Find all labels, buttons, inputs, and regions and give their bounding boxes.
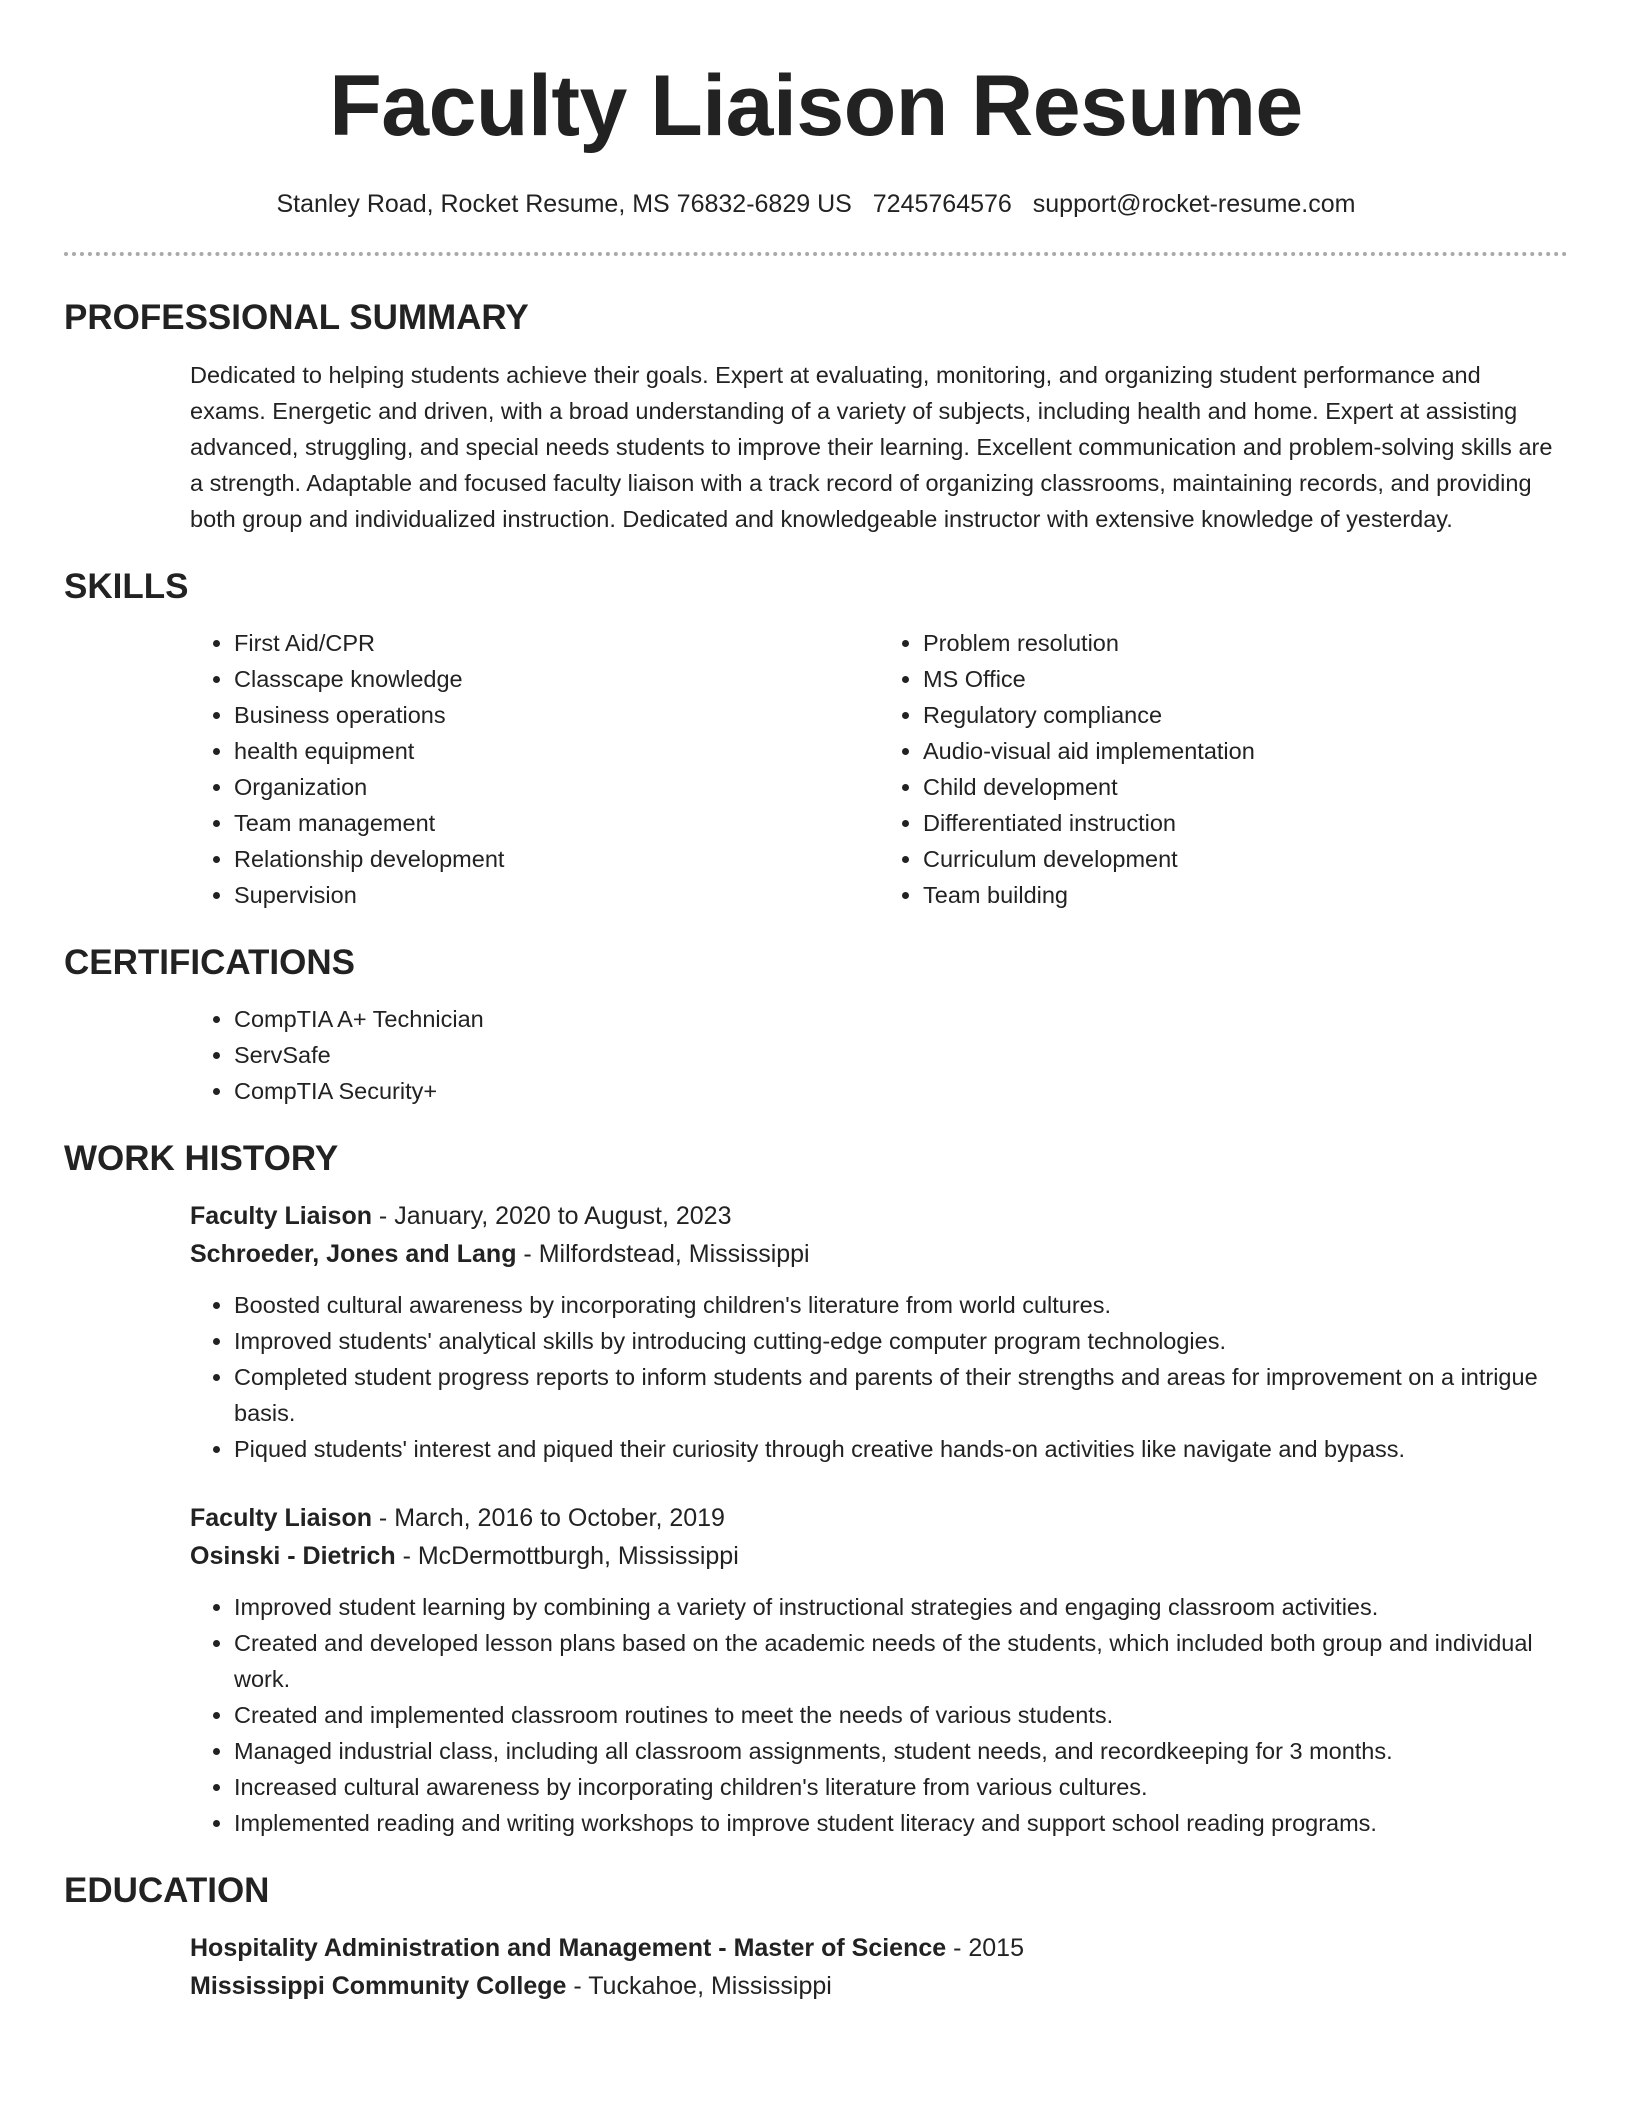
contact-phone: 7245764576 [872, 190, 1012, 218]
job-title: Faculty Liaison [190, 1202, 372, 1230]
skill-item: • Organization [234, 769, 879, 805]
job-bullet: • Improved students' analytical skills by introducing cutting-edge computer program technologies. [234, 1323, 1568, 1359]
job-bullet: • Increased cultural awareness by incorporating children's literature from various cultures. [234, 1769, 1568, 1805]
job-company-line [190, 1537, 1568, 1575]
job-bullet: • Completed student progress reports to inform students and parents of their strengths and areas for improvement on a intrigue basis. [234, 1359, 1568, 1431]
certifications-list [190, 1001, 1568, 1109]
skill-item: • Team management [234, 805, 879, 841]
skill-item: • Relationship development [234, 841, 879, 877]
skill-item: • Audio-visual aid implementation [923, 733, 1568, 769]
education-year: - 2015 [946, 1934, 1024, 1962]
job-title-line [190, 1499, 1568, 1537]
job-bullet: • Improved student learning by combining a variety of instructional strategies and engaging classroom activities. [234, 1589, 1568, 1625]
skills-heading: SKILLS [64, 567, 189, 606]
job-company: Schroeder, Jones and Lang [190, 1240, 517, 1268]
education-degree: Hospitality Administration and Management - Master of Science [190, 1934, 947, 1962]
certification-item: • ServSafe [234, 1037, 1568, 1073]
summary-heading: PROFESSIONAL SUMMARY [64, 298, 529, 337]
skills-column-left [190, 625, 879, 913]
skill-item: • Differentiated instruction [923, 805, 1568, 841]
job-company: Osinski - Dietrich [190, 1542, 396, 1570]
job-location: - Milfordstead, Mississippi [516, 1240, 810, 1268]
work-history-heading: WORK HISTORY [64, 1139, 339, 1178]
skill-item: • Supervision [234, 877, 879, 913]
skill-item: • Regulatory compliance [923, 697, 1568, 733]
job-location: - McDermottburgh, Mississippi [395, 1542, 739, 1570]
job-bullets [190, 1287, 1568, 1467]
certification-item: • CompTIA Security+ [234, 1073, 1568, 1109]
job-title: Faculty Liaison [190, 1504, 372, 1532]
skills-grid [190, 625, 1568, 913]
job-title-line [190, 1197, 1568, 1235]
skill-item: • MS Office [923, 661, 1568, 697]
education-degree-line [190, 1929, 1568, 1967]
skill-item: • Curriculum development [923, 841, 1568, 877]
job-dates: - January, 2020 to August, 2023 [371, 1202, 732, 1230]
certifications-section [190, 1001, 1568, 1109]
job-entry [190, 1499, 1568, 1841]
education-entry [190, 1929, 1568, 2005]
contact-address: Stanley Road, Rocket Resume, MS 76832-6829 US [276, 190, 852, 218]
skill-item: • Classcape knowledge [234, 661, 879, 697]
job-dates: - March, 2016 to October, 2019 [371, 1504, 725, 1532]
header-divider [64, 252, 1568, 256]
skill-item: • Business operations [234, 697, 879, 733]
education-school: Mississippi Community College [190, 1972, 567, 2000]
education-location: - Tuckahoe, Mississippi [566, 1972, 832, 2000]
skill-item: • First Aid/CPR [234, 625, 879, 661]
skill-item: • Team building [923, 877, 1568, 913]
education-school-line [190, 1967, 1568, 2005]
education-heading: EDUCATION [64, 1871, 270, 1910]
certification-item: • CompTIA A+ Technician [234, 1001, 1568, 1037]
job-bullet: • Piqued students' interest and piqued their curiosity through creative hands-on activities like navigate and bypass. [234, 1431, 1568, 1467]
certifications-heading: CERTIFICATIONS [64, 943, 356, 982]
job-bullet: • Boosted cultural awareness by incorporating children's literature from world cultures. [234, 1287, 1568, 1323]
job-bullet: • Created and implemented classroom routines to meet the needs of various students. [234, 1697, 1568, 1733]
job-bullets [190, 1589, 1568, 1841]
skill-item: • Child development [923, 769, 1568, 805]
skill-item: • Problem resolution [923, 625, 1568, 661]
skills-column-right [879, 625, 1568, 913]
contact-line [64, 186, 1568, 222]
skill-item: • health equipment [234, 733, 879, 769]
job-company-line [190, 1235, 1568, 1273]
resume-title: Faculty Liaison Resume [329, 58, 1303, 154]
job-bullet: • Implemented reading and writing workshops to improve student literacy and support school reading programs. [234, 1805, 1568, 1841]
summary-section [190, 357, 1568, 537]
contact-email: support@rocket-resume.com [1032, 190, 1356, 218]
job-entry [190, 1197, 1568, 1467]
summary-text: Dedicated to helping students achieve their goals. Expert at evaluating, monitoring, and organizing student performance and exams. Energetic and driven, with a broad understanding of a variety of subjects, including health and home. Expert at assisting advanced, struggling, and special needs students to improve their learning. Excellent communication and problem-solving skills are a strength. Adaptable and focused faculty liaison with a track record of organizing classrooms, maintaining records, and providing both group and individualized instruction. Dedicated and knowledgeable instructor with extensive knowledge of yesterday. [190, 362, 1553, 532]
job-bullet: • Created and developed lesson plans based on the academic needs of the students, which included both group and individual work. [234, 1625, 1568, 1697]
job-bullet: • Managed industrial class, including all classroom assignments, student needs, and recordkeeping for 3 months. [234, 1733, 1568, 1769]
